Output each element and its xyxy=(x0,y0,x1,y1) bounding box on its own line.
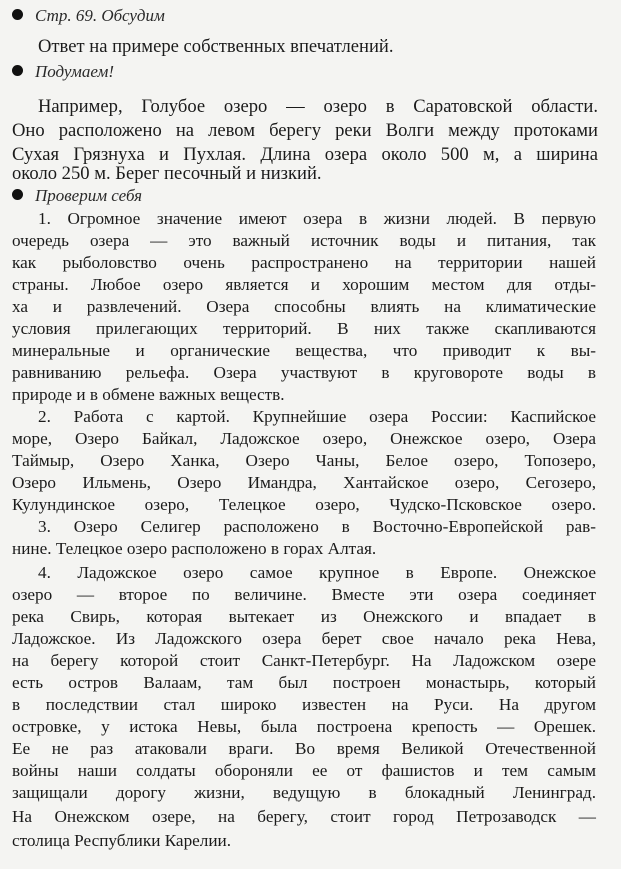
text-line: минеральные и органические вещества, что приводит к вы- xyxy=(12,341,596,360)
bullet-icon xyxy=(12,9,23,20)
text-line: Ответ на примере собственных впечатлений. xyxy=(38,36,394,57)
text-line: на берегу которой стоит Санкт-Петербург. На Ладожском озере xyxy=(12,651,596,670)
heading-text: Стр. 69. Обсудим xyxy=(35,6,165,25)
text-line: как рыболовство очень распространено на территории нашей xyxy=(12,253,596,272)
section-heading-check xyxy=(12,186,142,206)
bullet-icon xyxy=(12,65,23,76)
text-line: есть остров Валаам, там был построен монастырь, который xyxy=(12,673,596,692)
section-heading-think xyxy=(12,62,114,82)
bullet-icon xyxy=(12,189,23,200)
text-line: Ладожское. Из Ладожского озера берет свое начало река Нева, xyxy=(12,629,596,648)
text-line: войны наши солдаты обороняли ее от фашистов и тем самым xyxy=(12,761,596,780)
text-line: река Свирь, которая вытекает из Онежского и впадает в xyxy=(12,607,596,626)
text-line: защищали дорогу жизни, ведущую в блокадный Ленинград. xyxy=(12,783,596,802)
text-line: На Онежском озере, на берегу, стоит город Петрозаводск — xyxy=(12,807,596,826)
text-line: 1. Огромное значение имеют озера в жизни людей. В первую xyxy=(38,209,596,228)
text-line: Озеро Ильмень, Озеро Имандра, Хантайское озеро, Сегозеро, xyxy=(12,473,596,492)
text-line: около 250 м. Берег песочный и низкий. xyxy=(12,163,322,184)
text-line: в последствии стал широко известен на Руси. На другом xyxy=(12,695,596,714)
text-line: Таймыр, Озеро Ханка, Озеро Чаны, Белое озеро, Топозеро, xyxy=(12,451,596,470)
text-line: нине. Телецкое озеро расположено в горах Алтая. xyxy=(12,539,377,558)
text-line: столица Республики Карелии. xyxy=(12,831,232,850)
text-line: Кулундинское озеро, Телецкое озеро, Чудско-Псковское озеро. xyxy=(12,495,596,514)
text-line: 4. Ладожское озеро самое крупное в Европе. Онежское xyxy=(38,563,596,582)
text-line: 3. Озеро Селигер расположено в Восточно-Европейской рав- xyxy=(38,517,596,536)
text-line: Например, Голубое озеро — озеро в Саратовской области. xyxy=(38,96,598,117)
text-line: природе и в обмене важных веществ. xyxy=(12,385,285,404)
heading-text: Подумаем! xyxy=(35,62,115,81)
text-line: островке, у истока Невы, была построена крепость — Орешек. xyxy=(12,717,596,736)
text-line: ха и развлечений. Озера способны влиять на климатические xyxy=(12,297,596,316)
text-line: Ее не раз атаковали враги. Во время Великой Отечественной xyxy=(12,739,596,758)
text-line: условия прилегающих территорий. В них также скапливаются xyxy=(12,319,596,338)
text-line: страны. Любое озеро является и хорошим местом для отды- xyxy=(12,275,596,294)
text-line: Оно расположено на левом берегу реки Волги между протоками xyxy=(12,120,598,141)
text-line: 2. Работа с картой. Крупнейшие озера России: Каспийское xyxy=(38,407,596,426)
text-line: очередь озера — это важный источник воды и питания, так xyxy=(12,231,596,250)
heading-text: Проверим себя xyxy=(35,186,142,205)
section-heading-discuss xyxy=(12,6,165,26)
text-line: озеро — второе по величине. Вместе эти озера соединяет xyxy=(12,585,596,604)
text-line: Сухая Грязнуха и Пухлая. Длина озера около 500 м, а ширина xyxy=(12,144,598,165)
text-line: море, Озеро Байкал, Ладожское озеро, Онежское озеро, Озера xyxy=(12,429,596,448)
text-line: равниванию рельефа. Озера участвуют в круговороте воды в xyxy=(12,363,596,382)
